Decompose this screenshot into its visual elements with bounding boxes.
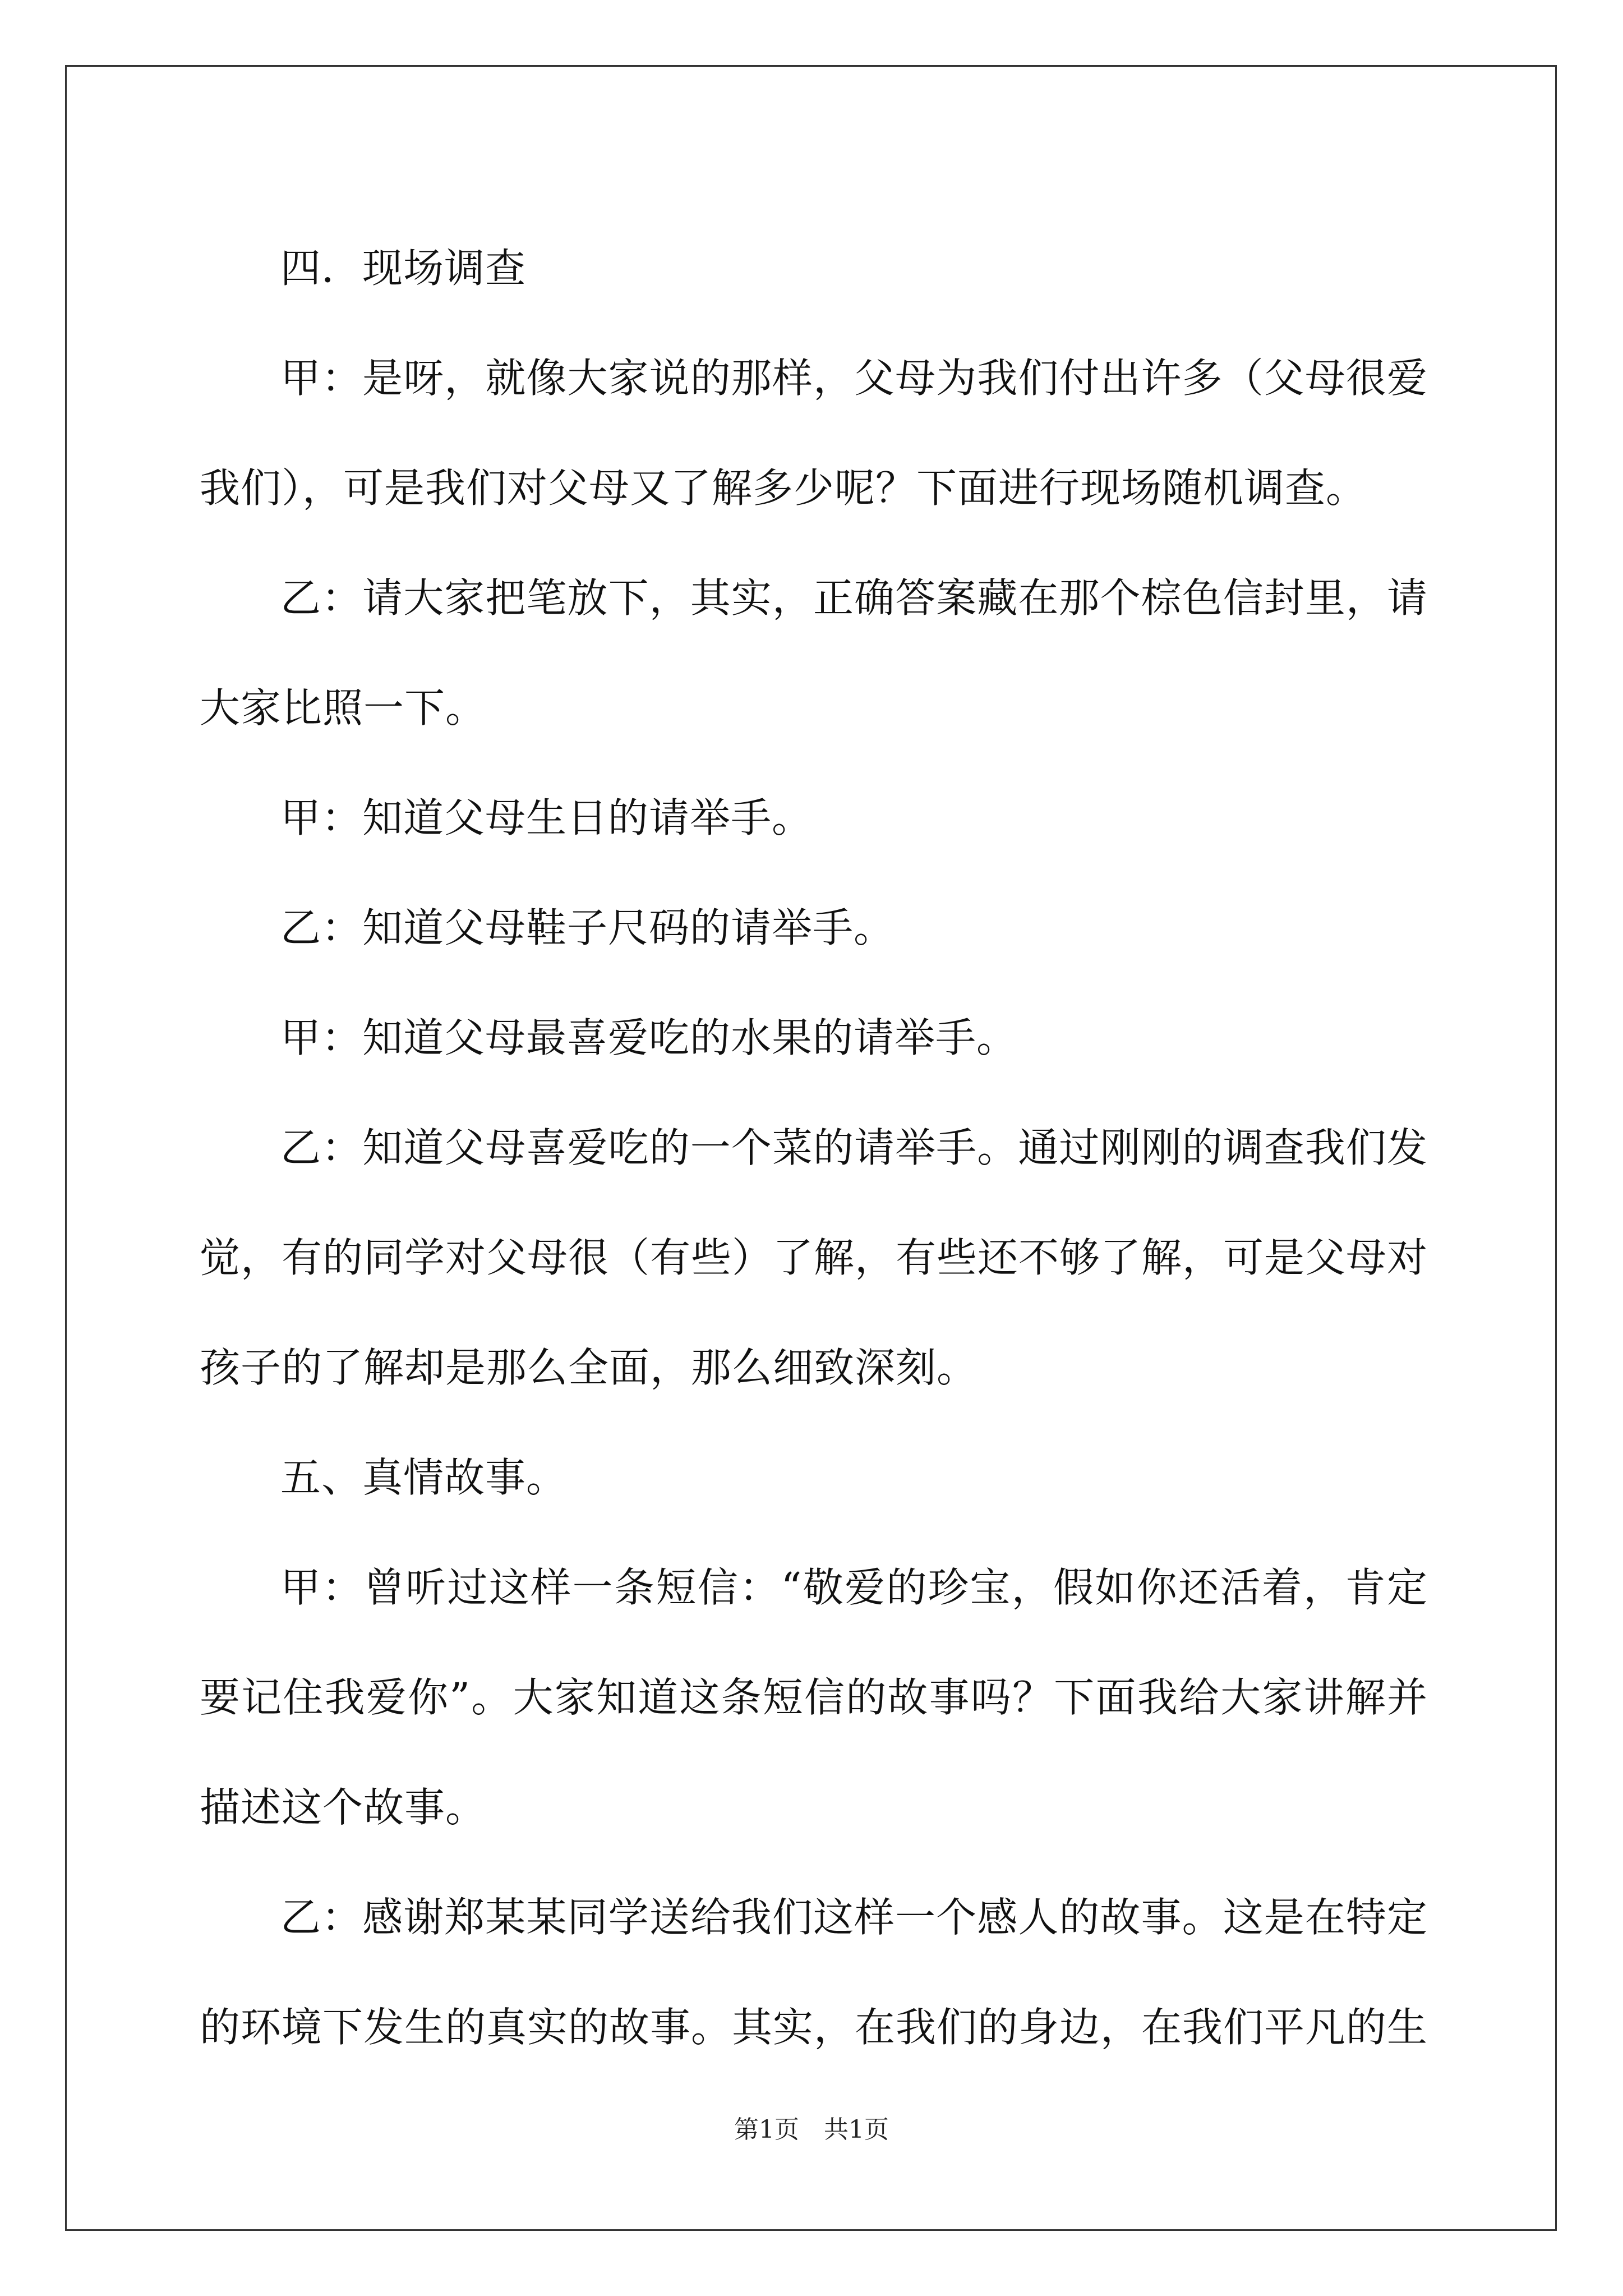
page-footer: 第1页 共1页 xyxy=(734,2115,889,2144)
section-heading-5: 五、真情故事。 xyxy=(280,1454,568,1501)
dialogue-paragraph: 甲：是呀，就像大家说的那样，父母为我们付出许多（父母很爱我们），可是我们对父母又了解多少呢？下面进行现场随机调查。 xyxy=(200,355,1428,512)
dialogue-paragraph: 乙：知道父母喜爱吃的一个菜的请举手。通过刚刚的调查我们发觉，有的同学对父母很（有些）了解，有些还不够了解，可是父母对孩子的了解却是那么全面，那么细致深刻。 xyxy=(200,1124,1428,1391)
dialogue-paragraph: 甲：曾听过这样一条短信：“敬爱的珍宝，假如你还活着，肯定要记住我爱你”。大家知道这条短信的故事吗？下面我给大家讲解并描述这个故事。 xyxy=(200,1564,1428,1831)
dialogue-paragraph: 甲：知道父母生日的请举手。 xyxy=(280,794,813,841)
dialogue-paragraph: 乙：知道父母鞋子尺码的请举手。 xyxy=(280,904,895,951)
document-body xyxy=(200,213,1428,2082)
section-heading-4: 四．现场调查 xyxy=(280,245,527,292)
dialogue-paragraph: 乙：感谢郑某某同学送给我们这样一个感人的故事。这是在特定的环境下发生的真实的故事。其实，在我们的身边，在我们平凡的生 xyxy=(200,1894,1428,2051)
dialogue-paragraph: 甲：知道父母最喜爱吃的水果的请举手。 xyxy=(280,1014,1018,1061)
dialogue-paragraph: 乙：请大家把笔放下，其实，正确答案藏在那个棕色信封里，请大家比照一下。 xyxy=(200,574,1428,731)
